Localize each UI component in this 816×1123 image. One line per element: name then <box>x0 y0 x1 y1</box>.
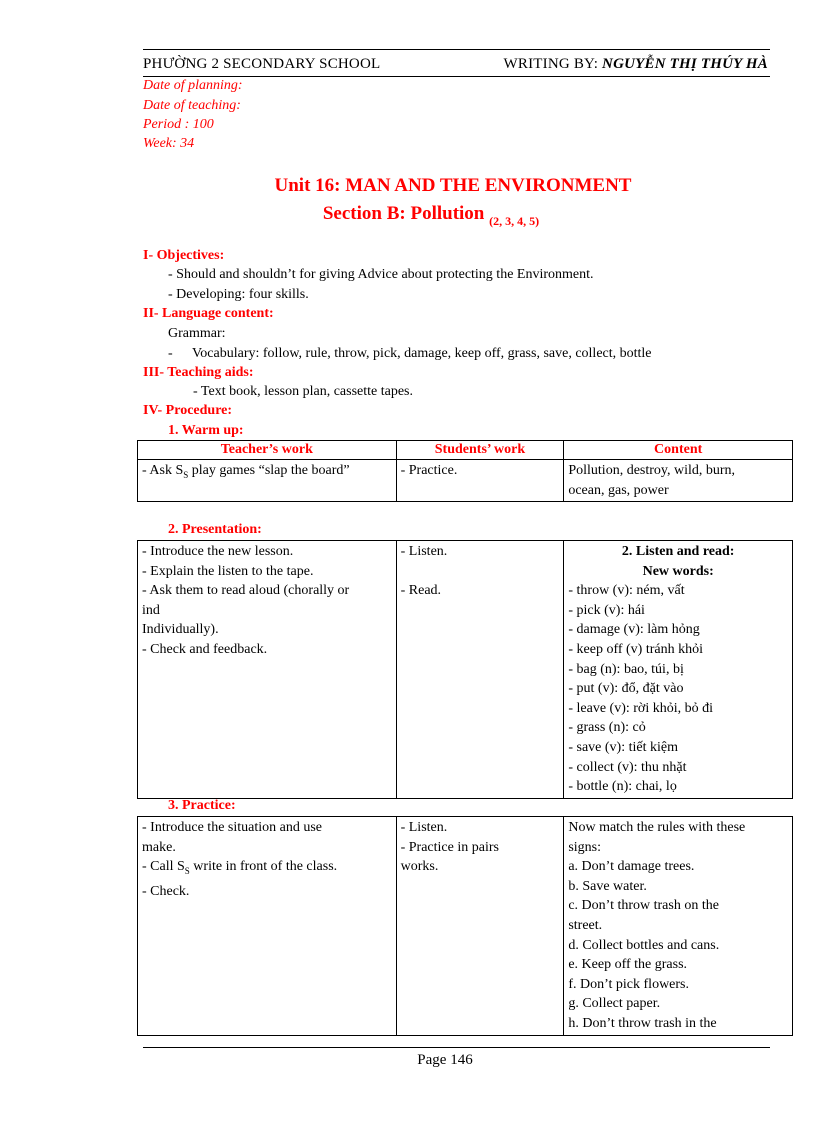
date-of-planning: Date of planning: <box>143 78 243 93</box>
practice-table <box>137 816 793 1036</box>
objectives-heading: I- Objectives: <box>143 248 225 263</box>
school-name: PHƯỜNG 2 SECONDARY SCHOOL <box>143 56 381 72</box>
teaching-aids-heading: III- Teaching aids: <box>143 365 254 380</box>
writer-name: NGUYỄN THỊ THÚY HÀ <box>602 56 768 72</box>
table-row <box>138 460 793 502</box>
page-number: Page 146 <box>417 1052 473 1068</box>
new-word: - bottle (n): chai, lọ <box>568 779 677 795</box>
writer-credit <box>504 56 768 73</box>
vocab-dash: - <box>168 346 173 361</box>
presentation-title: 2. Presentation: <box>168 522 262 537</box>
warmup-students-cell: - Practice. <box>396 460 564 502</box>
warmup-table <box>137 440 793 502</box>
objective-item: - Developing: four skills. <box>168 287 309 302</box>
procedure-heading: IV- Procedure: <box>143 403 233 418</box>
table-row <box>138 817 793 1036</box>
col-students-work: Students’ work <box>396 441 564 460</box>
grammar-label: Grammar: <box>168 326 226 341</box>
new-word: - collect (v): thu nhặt <box>568 759 687 775</box>
new-word: - grass (n): cỏ <box>568 720 646 736</box>
section-title-text: Section B: Pollution <box>322 203 485 224</box>
warmup-title: 1. Warm up: <box>168 423 244 438</box>
presentation-teacher-cell: - Introduce the new lesson. - Explain the listen to the tape. - Ask them to read aloud (chorally or ind Individually). - Check and feedback. <box>138 541 397 799</box>
new-word: - put (v): đổ, đặt vào <box>568 681 684 697</box>
language-heading: II- Language content: <box>143 306 274 321</box>
week: Week: 34 <box>143 136 195 151</box>
new-word: - leave (v): rời khỏi, bỏ đi <box>568 700 714 716</box>
section-title <box>0 203 816 229</box>
warmup-content-cell: Pollution, destroy, wild, burn, ocean, gas, power <box>564 460 793 502</box>
writer-label: WRITING BY: <box>503 56 599 72</box>
period: Period : 100 <box>143 117 214 132</box>
unit-title: Unit 16: MAN AND THE ENVIRONMENT <box>274 175 632 196</box>
presentation-students-cell: - Listen. - Read. <box>396 541 564 799</box>
vocabulary-line: Vocabulary: follow, rule, throw, pick, damage, keep off, grass, save, collect, bottle <box>192 346 652 361</box>
practice-teacher-cell: - Introduce the situation and use make. - Call $S_S$ write in front of the class. - Check. <box>138 817 397 1036</box>
header-top-rule <box>143 49 770 50</box>
new-word: - damage (v): làm hỏng <box>568 622 700 638</box>
col-content: Content <box>564 441 793 460</box>
footer-rule <box>143 1047 770 1048</box>
practice-title: 3. Practice: <box>168 798 236 813</box>
col-teachers-work: Teacher’s work <box>138 441 397 460</box>
warmup-teacher-cell: - Ask $S_S$ play games “slap the board” <box>138 460 397 502</box>
header-bottom-rule <box>143 76 770 77</box>
new-word: - pick (v): hái <box>568 602 645 618</box>
new-word: - save (v): tiết kiệm <box>568 739 678 755</box>
new-word: - throw (v): ném, vất <box>568 583 685 599</box>
presentation-table <box>137 540 793 799</box>
table-header-row <box>138 441 793 460</box>
section-parts: (2, 3, 4, 5) <box>489 214 540 228</box>
new-word: - bag (n): bao, túi, bị <box>568 661 684 677</box>
practice-content-cell: Now match the rules with these signs: a. Don’t damage trees. b. Save water. c. Don’t throw trash on the street. d. Collect bottles and cans. e. Keep off the grass. f. Don’t pick flowers. g. Collect paper. h. Don’t throw trash in the <box>564 817 793 1036</box>
teaching-aids-text: - Text book, lesson plan, cassette tapes. <box>193 384 413 399</box>
presentation-content-cell: 2. Listen and read: New words: - throw (v): ném, vất - pick (v): hái - damage (v): làm hỏng - keep off (v) tránh khỏi - bag (n): bao, túi, bị - put (v): đổ, đặt vào - leave (v): rời khỏi, bỏ đi - grass (n): cỏ - save (v): tiết kiệm - collect (v): thu nhặt - bottle (n): chai, lọ <box>564 541 793 799</box>
table-row <box>138 541 793 799</box>
date-of-teaching: Date of teaching: <box>143 98 241 113</box>
practice-students-cell: - Listen. - Practice in pairs works. <box>396 817 564 1036</box>
new-word: - keep off (v) tránh khỏi <box>568 641 703 657</box>
objective-item: - Should and shouldn’t for giving Advice about protecting the Environment. <box>168 267 594 282</box>
